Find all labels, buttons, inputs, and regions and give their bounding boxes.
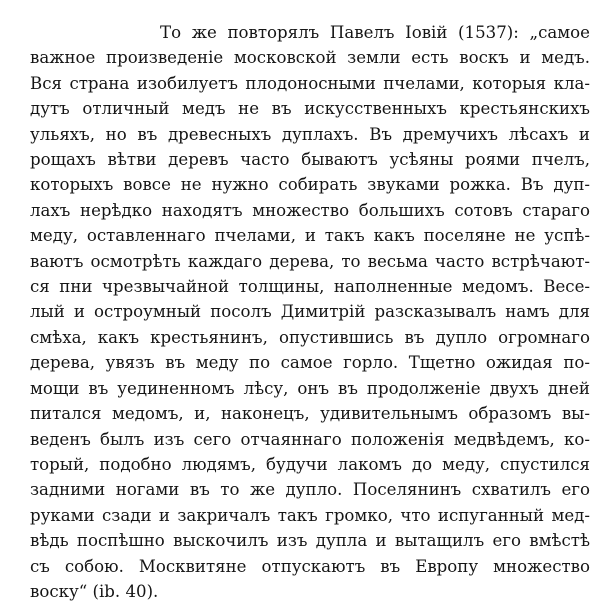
text-line: Вся страна изобилуетъ плодоносными пчелами, которыя кла- — [30, 73, 590, 93]
paragraph — [30, 20, 590, 604]
text-line: ся пни чрезвычайной толщины, наполненные медомъ. Весе- — [30, 277, 590, 297]
text-line: дерева, увязъ въ меду по самое горло. Тщетно ожидая по- — [30, 353, 590, 373]
text-line: воску“ (ib. 40). — [30, 581, 159, 601]
text-line: лый и остроумный посолъ Димитрій разсказывалъ намъ для — [30, 302, 590, 322]
text-line: веденъ былъ изъ сего отчаяннаго положенія медвѣдемъ, ко- — [30, 429, 590, 449]
text-line: питался медомъ, и, наконецъ, удивительнымъ образомъ вы- — [30, 404, 590, 424]
text-line: лахъ нерѣдко находятъ множество большихъ сотовъ стараго — [30, 200, 590, 220]
text-line: ваютъ осмотрѣть каждаго дерева, то весьма часто встрѣчают- — [30, 251, 590, 271]
text-line: съ собою. Москвитяне отпускаютъ въ Европу множество — [30, 556, 590, 576]
text-line: вѣдь поспѣшно выскочилъ изъ дупла и вытащилъ его вмѣстѣ — [30, 531, 590, 551]
text-line: дутъ отличный медъ не въ искусственныхъ крестьянскихъ — [30, 99, 590, 119]
text-line: ульяхъ, но въ древесныхъ дуплахъ. Въ дремучихъ лѣсахъ и — [30, 124, 590, 144]
text-line: которыхъ вовсе не нужно собирать звуками рожка. Въ дуп- — [30, 175, 590, 195]
text-line: торый, подобно людямъ, будучи лакомъ до меду, спустился — [30, 454, 590, 474]
text-line: задними ногами въ то же дупло. Поселянинъ схватилъ его — [30, 480, 590, 500]
text-line: То же повторялъ Павелъ Іовій (1537): „самое — [160, 23, 590, 42]
text-line: смѣха, какъ крестьянинъ, опустившись въ дупло огромнаго — [30, 327, 590, 347]
text-line: руками сзади и закричалъ такъ громко, что испуганный мед- — [30, 505, 590, 525]
text-line: мощи въ уединенномъ лѣсу, онъ въ продолженіе двухъ дней — [30, 378, 590, 398]
text-line: рощахъ вѣтви деревъ часто бываютъ усѣяны роями пчелъ, — [30, 150, 590, 170]
text-line: меду, оставленнаго пчелами, и такъ какъ поселяне не успѣ- — [30, 226, 590, 246]
text-line: важное произведеніе московской земли есть воскъ и медъ. — [30, 48, 590, 68]
